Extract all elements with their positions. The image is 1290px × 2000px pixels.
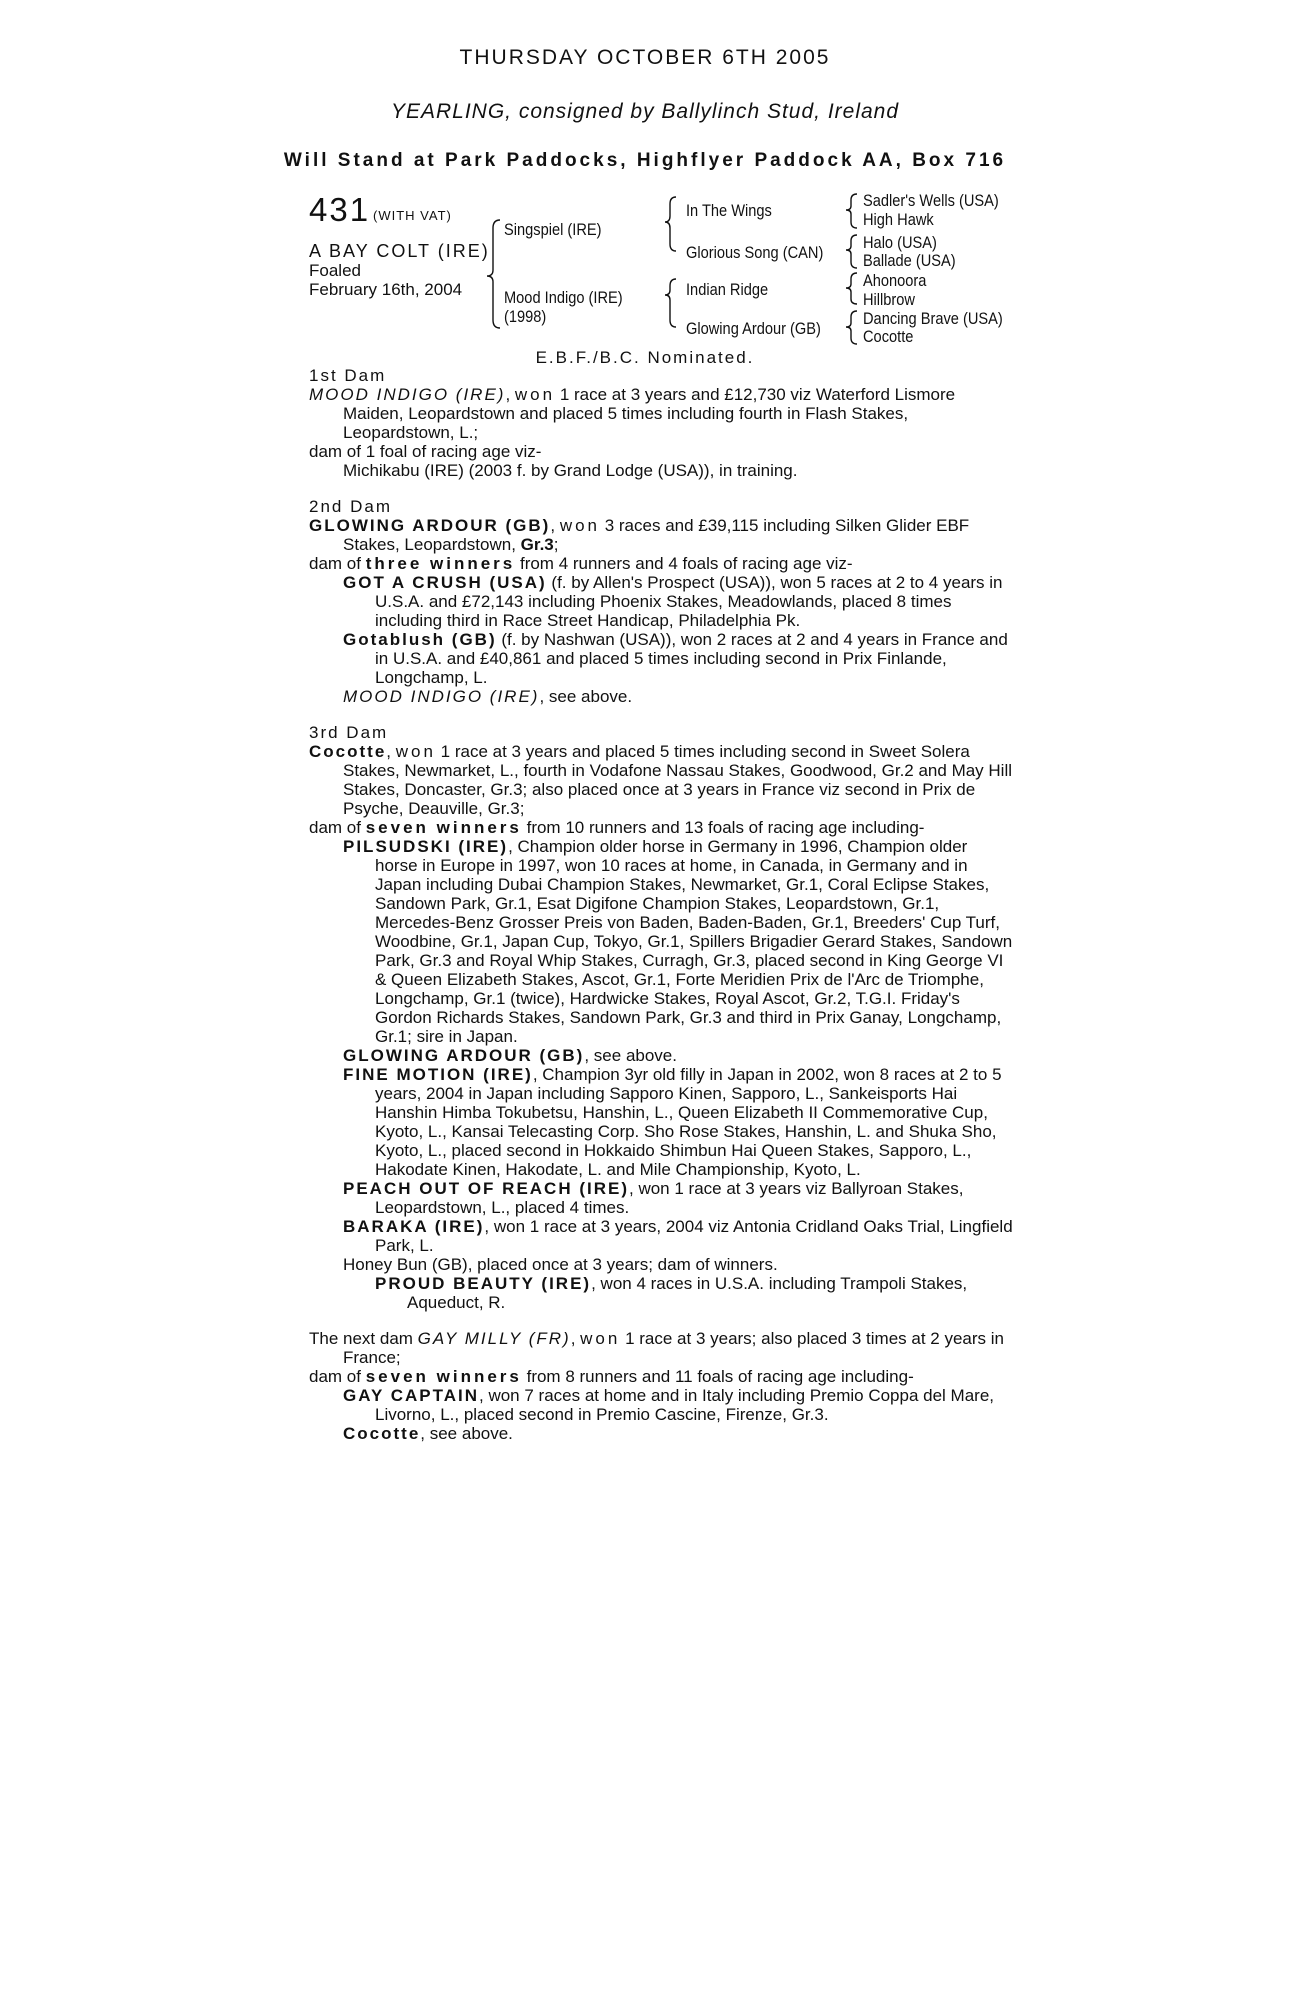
third-dam-heading: 3rd Dam <box>309 723 389 742</box>
horse-name: A BAY COLT (IRE) <box>309 241 490 261</box>
pedigree-sire: Singspiel (IRE) <box>504 220 602 239</box>
third-dam-dam-of: dam of seven winners from 10 runners and 13 foals of racing age including- <box>309 818 925 837</box>
pedigree-g8: Cocotte <box>863 327 914 346</box>
first-dam-record: MOOD INDIGO (IRE), won 1 race at 3 years and £12,730 viz Waterford Lismore Maiden, Leopardstown and placed 5 times including fourth in Flash Stakes, Leopardstown, L.; <box>309 385 956 442</box>
first-dam-heading: 1st Dam <box>309 366 387 385</box>
pedigree-g4: Ballade (USA) <box>863 251 956 270</box>
next-dam-produce-1: GAY CAPTAIN, won 7 races at home and in Italy including Premio Coppa del Mare, Livorno, L., placed second in Premio Cascine, Firenze, Gr.3. <box>343 1386 994 1424</box>
first-dam-foal: Michikabu (IRE) (2003 f. by Grand Lodge (USA)), in training. <box>343 461 798 480</box>
second-dam-dam-of: dam of three winners from 4 runners and 4 foals of racing age viz- <box>309 554 853 573</box>
pedigree-g6: Hillbrow <box>863 290 916 309</box>
third-dam-produce-1: PILSUDSKI (IRE), Champion older horse in Germany in 1996, Champion older horse in Europe in 1997, won 10 races at home, in Canada, in Germany and in Japan including Dubai Champion Stakes, Newmarket, Gr.1, Coral Eclipse Stakes, Sandown Park, Gr.1, Esat Digifone Champion Stakes, Leopardstown, Gr.1, Mercedes-Benz Grosser Preis von Baden, Baden-Baden, Gr.1, Breeders' Cup Turf, Woodbine, Gr.1, Japan Cup, Tokyo, Gr.1, Spillers Brigadier Gerard Stakes, Sandown Park, Gr.3 and Royal Whip Stakes, Curragh, Gr.3, placed second in King George VI & Queen Elizabeth Stakes, Ascot, Gr.1, Forte Meridien Prix de l'Arc de Triomphe, Longchamp, Gr.1 (twice), Hardwicke Stakes, Royal Ascot, Gr.2, T.G.I. Friday's Gordon Richards Stakes, Sandown Park, Gr.3 and third in Prix Ganay, Longchamp, Gr.1; sire in Japan. <box>343 837 1013 1046</box>
third-dam-produce-2: GLOWING ARDOUR (GB), see above. <box>343 1046 677 1065</box>
first-dam-dam-of: dam of 1 foal of racing age viz- <box>309 442 542 461</box>
pedigree-sire-sire: In The Wings <box>686 201 772 220</box>
ebf-nomination: E.B.F./B.C. Nominated. <box>535 348 755 367</box>
second-dam-record: GLOWING ARDOUR (GB), won 3 races and £39,115 including Silken Glider EBF Stakes, Leopardstown, Gr.3; <box>309 516 970 554</box>
second-dam-produce-3: MOOD INDIGO (IRE), see above. <box>343 687 633 706</box>
next-dam-produce-2: Cocotte, see above. <box>343 1424 513 1443</box>
pedigree-g2: High Hawk <box>863 210 934 229</box>
sale-date: THURSDAY OCTOBER 6TH 2005 <box>459 46 831 69</box>
next-dam-record: The next dam GAY MILLY (FR), won 1 race at 3 years; also placed 3 times at 2 years in France; <box>309 1329 1004 1367</box>
third-dam-produce-6: Honey Bun (GB), placed once at 3 years; dam of winners. <box>343 1255 778 1274</box>
pedigree-g1: Sadler's Wells (USA) <box>863 191 999 210</box>
third-dam-record: Cocotte, won 1 race at 3 years and placed 5 times including second in Sweet Solera Stakes, Newmarket, L., fourth in Vodafone Nassau Stakes, Goodwood, Gr.2 and May Hill Stakes, Doncaster, Gr.3; also placed once at 3 years in France viz second in Prix de Psyche, Deauville, Gr.3; <box>309 742 1013 818</box>
lot-number: 431 <box>309 191 371 228</box>
next-dam-dam-of: dam of seven winners from 8 runners and 11 foals of racing age including- <box>309 1367 914 1386</box>
second-dam-produce-2: Gotablush (GB) (f. by Nashwan (USA)), won 2 races at 2 and 4 years in France and in U.S.A. and £40,861 and placed 5 times including second in Prix Finlande, Longchamp, L. <box>343 630 1008 687</box>
pedigree-dam-sire: Indian Ridge <box>686 280 769 299</box>
pedigree-dam: Mood Indigo (IRE) <box>504 288 623 307</box>
third-dam-produce-5: BARAKA (IRE), won 1 race at 3 years, 2004 viz Antonia Cridland Oaks Trial, Lingfield Park, L. <box>343 1217 1013 1255</box>
pedigree-g7: Dancing Brave (USA) <box>863 309 1003 328</box>
consignment-line: YEARLING, consigned by Ballylinch Stud, Ireland <box>390 100 900 123</box>
pedigree-g5: Ahonoora <box>863 271 927 290</box>
third-dam-produce-3: FINE MOTION (IRE), Champion 3yr old filly in Japan in 2002, won 8 races at 2 to 5 years, 2004 in Japan including Sapporo Kinen, Sapporo, L., Sankeisports Hai Hanshin Himba Tokubetsu, Hanshin, L., Queen Elizabeth II Commemorative Cup, Kyoto, L., Kansai Telecasting Corp. Sho Rose Stakes, Hanshin, L. and Shuka Sho, Kyoto, L., placed second in Hokkaido Shimbun Hai Queen Stakes, Sapporo, L., Hakodate Kinen, Hakodate, L. and Mile Championship, Kyoto, L. <box>343 1065 1002 1179</box>
pedigree-g3: Halo (USA) <box>863 233 937 252</box>
pedigree-sire-dam: Glorious Song (CAN) <box>686 243 824 262</box>
pedigree-dam-year: (1998) <box>504 307 547 326</box>
third-dam-produce-7: PROUD BEAUTY (IRE), won 4 races in U.S.A. including Trampoli Stakes, Aqueduct, R. <box>375 1274 968 1312</box>
pedigree-dam-dam: Glowing Ardour (GB) <box>686 319 821 338</box>
second-dam-heading: 2nd Dam <box>309 497 392 516</box>
foaled-label: Foaled <box>309 261 361 280</box>
produce-record <box>309 366 1014 1443</box>
third-dam-produce-4: PEACH OUT OF REACH (IRE), won 1 race at 3 years viz Ballyroan Stakes, Leopardstown, L., placed 4 times. <box>343 1179 964 1217</box>
second-dam-produce-1: GOT A CRUSH (USA) (f. by Allen's Prospect (USA)), won 5 races at 2 to 4 years in U.S.A. and £72,143 including Phoenix Stakes, Meadowlands, placed 8 times including third in Race Street Handicap, Philadelphia Pk. <box>343 573 1003 630</box>
foaled-date: February 16th, 2004 <box>309 280 463 299</box>
vat-note: (WITH VAT) <box>373 208 452 223</box>
stand-location: Will Stand at Park Paddocks, Highflyer Paddock AA, Box 716 <box>283 150 1007 171</box>
pedigree-brackets <box>0 0 1290 360</box>
